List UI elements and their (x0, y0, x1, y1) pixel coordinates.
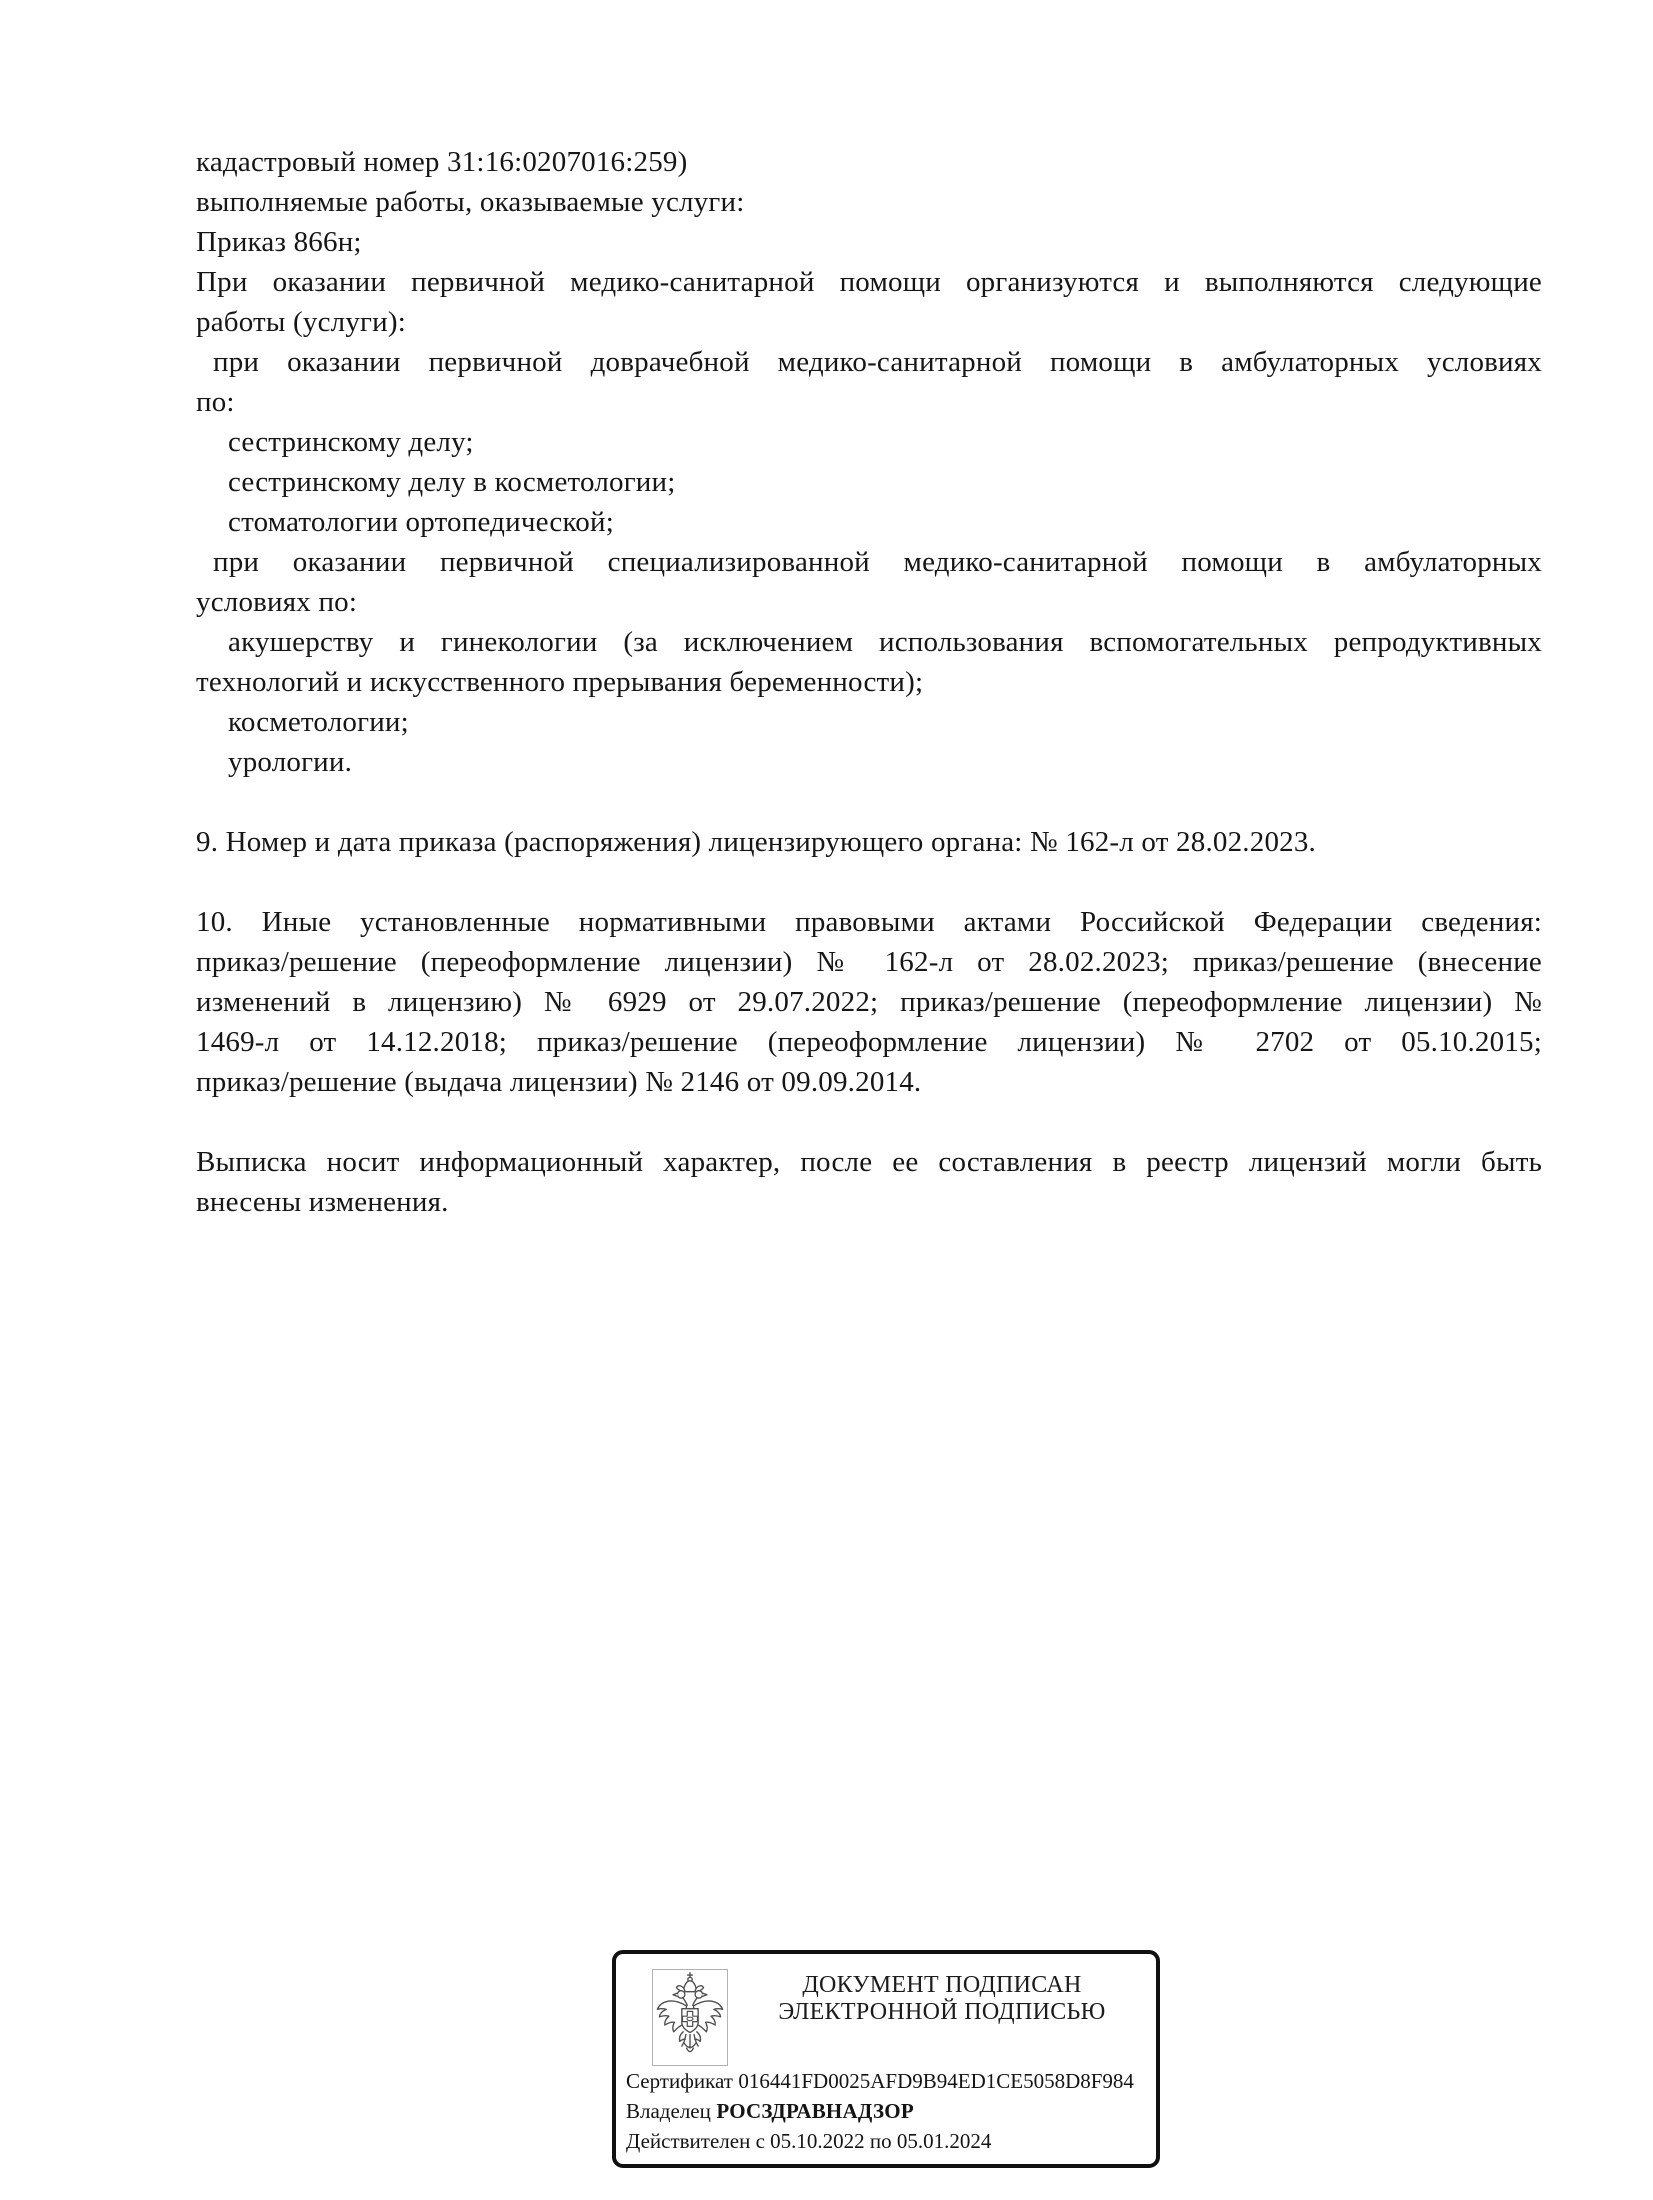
certificate-line (626, 2066, 1148, 2096)
document-line: приказ/решение (переоформление лицензии) № 162-л от 28.02.2023; приказ/решение (внесение (196, 946, 1542, 978)
document-line: работы (услуги): (196, 306, 406, 338)
roszdravnadzor-eagle-icon (656, 1971, 724, 2065)
document-line: кадастровый номер 31:16:0207016:259) (196, 146, 688, 178)
document-line: косметологии; (228, 706, 409, 738)
owner-label: Владелец (626, 2099, 711, 2123)
document-line: по: (196, 386, 235, 418)
certificate-label: Сертификат (626, 2069, 733, 2093)
document-line: 9. Номер и дата приказа (распоряжения) лицензирующего органа: № 162-л от 28.02.2023. (196, 826, 1317, 858)
document-line: внесены изменения. (196, 1186, 449, 1218)
document-line: условиях по: (196, 586, 358, 618)
document-line: при оказании первичной доврачебной медико-санитарной помощи в амбулаторных условиях (213, 346, 1542, 378)
document-line: При оказании первичной медико-санитарной помощи организуются и выполняются следующие (196, 266, 1542, 298)
certificate-value: 016441FD0025AFD9B94ED1CE5058D8F984 (738, 2069, 1134, 2093)
document-line: выполняемые работы, оказываемые услуги: (196, 186, 745, 218)
document-line: стоматологии ортопедической; (228, 506, 614, 538)
emblem-frame (652, 1969, 728, 2066)
signature-stamp (612, 1950, 1160, 2168)
document-line: 1469-л от 14.12.2018; приказ/решение (переоформление лицензии) № 2702 от 05.10.2015; (196, 1026, 1542, 1058)
stamp-title (734, 1972, 1150, 2026)
owner-line (626, 2096, 1148, 2126)
document-line: изменений в лицензию) № 6929 от 29.07.2022; приказ/решение (переоформление лицензии) № (196, 986, 1542, 1018)
document-line: сестринскому делу; (228, 426, 474, 458)
document-line: акушерству и гинекологии (за исключением использования вспомогательных репродуктивных (228, 626, 1542, 658)
document-line: приказ/решение (выдача лицензии) № 2146 от 09.09.2014. (196, 1066, 922, 1098)
document-line: Выписка носит информационный характер, после ее составления в реестр лицензий могли быть (196, 1146, 1542, 1178)
document-line: 10. Иные установленные нормативными правовыми актами Российской Федерации сведения: (196, 906, 1542, 938)
document-line: технологий и искусственного прерывания беременности); (196, 666, 924, 698)
document-line: сестринскому делу в косметологии; (228, 466, 676, 498)
stamp-title-line2: ЭЛЕКТРОННОЙ ПОДПИСЬЮ (778, 1999, 1106, 2025)
stamp-details (626, 2066, 1148, 2156)
stamp-title-line1: ДОКУМЕНТ ПОДПИСАН (802, 1972, 1082, 1998)
document-line: при оказании первичной специализированной медико-санитарной помощи в амбулаторных (213, 546, 1542, 578)
document-text-block (196, 142, 1542, 1222)
document-line: Приказ 866н; (196, 226, 362, 258)
validity-line: Действителен с 05.10.2022 по 05.01.2024 (626, 2129, 992, 2153)
owner-value: РОСЗДРАВНАДЗОР (716, 2099, 914, 2123)
document-line: урологии. (228, 746, 353, 778)
